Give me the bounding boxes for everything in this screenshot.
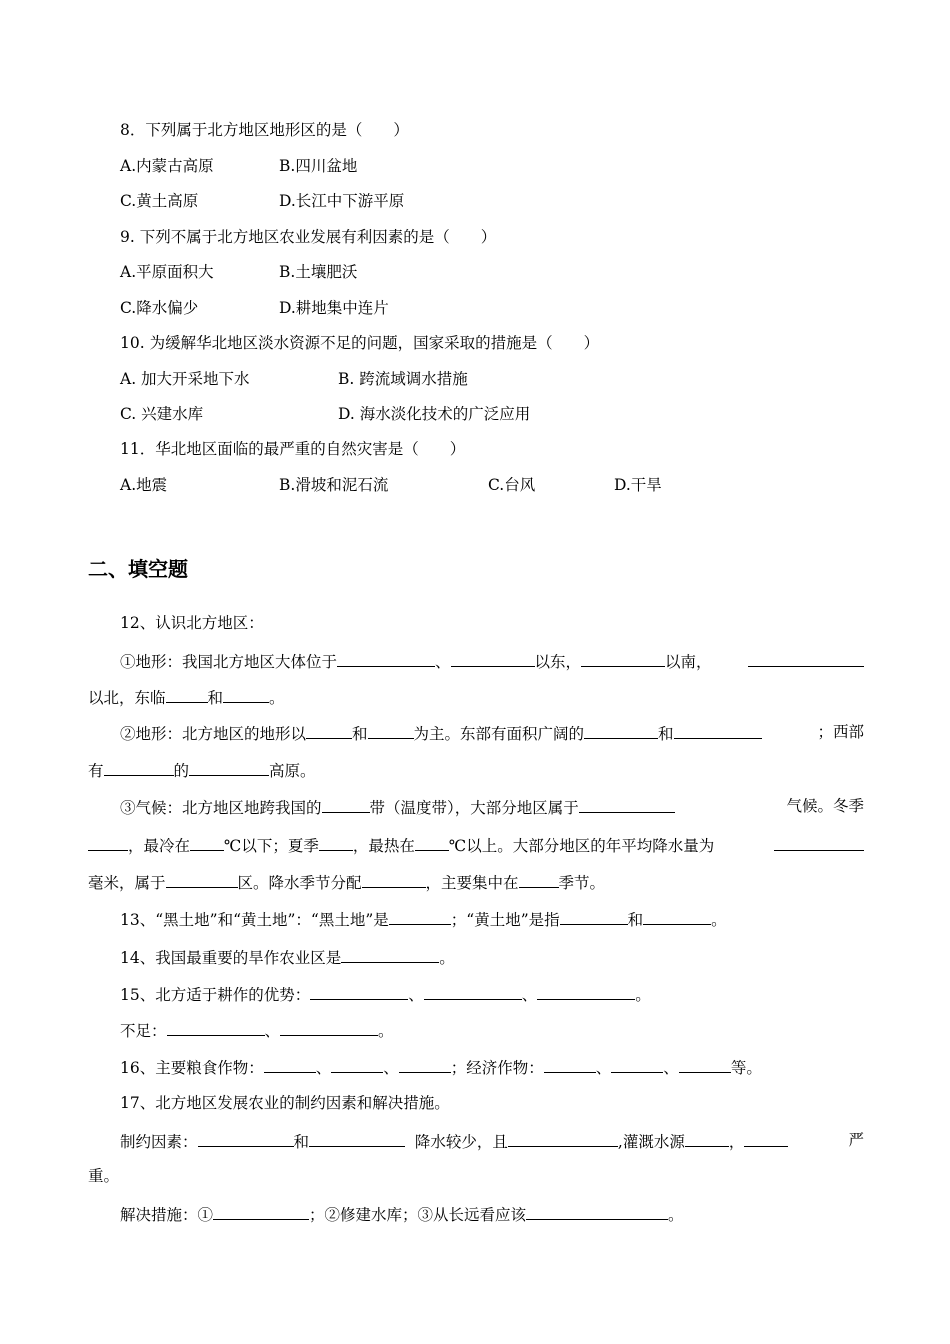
- q8-option-a: A.内蒙古高原: [120, 157, 214, 175]
- q17-solutions: 解决措施：① ；②修建水库；③从长远看应该 。: [120, 1203, 684, 1225]
- question-8-stem: 8．下列属于北方地区地形区的是（ ）: [120, 121, 409, 139]
- blank: [451, 650, 535, 667]
- blank: [337, 650, 435, 667]
- blank: [280, 1019, 378, 1036]
- question-15-advantages: 15、北方适于耕作的优势： 、 、 。: [120, 983, 651, 1005]
- q8-option-d: D.长江中下游平原: [279, 192, 405, 210]
- q12-part3-text2: ，最冷在 ℃以下；夏季 ，最热在 ℃以上。大部分地区的年平均降水量为: [88, 834, 714, 856]
- q12-part1-line2: 以北，东临 和 。: [88, 686, 285, 708]
- q17-constraints-tail: 严: [848, 1131, 864, 1149]
- question-9-stem: 9. 下列不属于北方地区农业发展有利因素的是（ ）: [120, 228, 497, 246]
- blank: [310, 983, 408, 1000]
- question-16: 16、主要粮食作物： 、 、 ；经济作物： 、 、 等。: [120, 1056, 762, 1078]
- question-10-stem: 10. 为缓解华北地区淡水资源不足的问题，国家采取的措施是（ ）: [120, 334, 600, 352]
- q8-option-c: C.黄土高原: [120, 192, 199, 210]
- blank: [560, 908, 628, 925]
- blank: [744, 1130, 788, 1147]
- blank: [166, 686, 208, 703]
- q17-constraints-text: 制约因素： 和 降水较少，且 ,灌溉水源 ，: [120, 1130, 788, 1152]
- q11-option-a: A.地震: [120, 476, 168, 494]
- q12-part2-line2: 有 的 高原。: [88, 759, 316, 781]
- blank: [198, 1130, 294, 1147]
- blank: [189, 759, 269, 776]
- blank: [537, 983, 635, 1000]
- q12-part3-line3: 毫米，属于 区。降水季节分配 ，主要集中在 季节。: [88, 871, 605, 893]
- blank: [167, 1019, 265, 1036]
- q12-part2-text: ②地形：北方地区的地形以 和 为主。东部有面积广阔的 和: [120, 722, 762, 744]
- question-12-title: 12、认识北方地区：: [120, 614, 264, 632]
- q9-option-a: A.平原面积大: [120, 263, 214, 281]
- blank: [331, 1056, 383, 1073]
- blank: [341, 946, 439, 963]
- blank: [584, 722, 658, 739]
- blank: [674, 722, 762, 739]
- question-13: 13、“黑土地”和“黄土地”：“黑土地”是 ；“黄土地”是指 和 。: [120, 908, 727, 930]
- blank: [362, 871, 426, 888]
- blank: [685, 1130, 729, 1147]
- blank: [519, 871, 559, 888]
- q17-constraints-line2: 重。: [88, 1167, 120, 1185]
- q9-option-c: C.降水偏少: [120, 299, 199, 317]
- blank: [213, 1203, 309, 1220]
- blank: [166, 871, 238, 888]
- q17-constraints-line1: [88, 1130, 864, 1152]
- q9-option-b: B.土壤肥沃: [279, 263, 358, 281]
- blank: [581, 650, 665, 667]
- blank: [389, 908, 451, 925]
- blank: [679, 1056, 731, 1073]
- blank: [309, 1130, 405, 1147]
- q11-option-d: D.干旱: [614, 476, 662, 494]
- blank: [223, 686, 269, 703]
- blank: [319, 834, 353, 851]
- question-11-stem: 11．华北地区面临的最严重的自然灾害是（ ）: [120, 440, 466, 458]
- q10-option-b: B. 跨流域调水措施: [338, 370, 468, 388]
- q12-part3-line1: [88, 796, 864, 818]
- question-15-shortcomings: 不足： 、 。: [120, 1019, 394, 1041]
- q12-part3-tail: 气候。冬季: [786, 797, 864, 815]
- blank: [508, 1130, 618, 1147]
- q11-option-c: C.台风: [488, 476, 536, 494]
- q12-part1-text: ①地形：我国北方地区大体位于 、 以东， 以南，: [120, 650, 712, 672]
- q12-part1-line1: [88, 650, 864, 672]
- blank: [526, 1203, 668, 1220]
- q12-part3-text: ③气候：北方地区地跨我国的 带（温度带），大部分地区属于: [120, 796, 675, 818]
- blank: [774, 834, 864, 851]
- blank: [322, 796, 370, 813]
- question-17-title: 17、北方地区发展农业的制约因素和解决措施。: [120, 1094, 450, 1112]
- blank: [368, 722, 414, 739]
- q10-option-c: C. 兴建水库: [120, 405, 204, 423]
- blank: [643, 908, 711, 925]
- blank: [415, 834, 449, 851]
- q10-option-d: D. 海水淡化技术的广泛应用: [338, 405, 531, 423]
- blank: [579, 796, 675, 813]
- q10-option-a: A. 加大开采地下水: [120, 370, 250, 388]
- q12-part3-line2: [88, 834, 864, 856]
- blank: [306, 722, 352, 739]
- blank: [544, 1056, 596, 1073]
- blank: [190, 834, 224, 851]
- blank: [748, 650, 864, 667]
- question-14: 14、我国最重要的旱作农业区是 。: [120, 946, 455, 968]
- blank: [88, 834, 128, 851]
- blank: [611, 1056, 663, 1073]
- q8-option-b: B.四川盆地: [279, 157, 358, 175]
- section-title: 二、填空题: [88, 557, 188, 581]
- blank: [104, 759, 174, 776]
- blank: [264, 1056, 316, 1073]
- q12-part2-line1: [88, 722, 864, 744]
- blank: [399, 1056, 451, 1073]
- blank: [424, 983, 522, 1000]
- q9-option-d: D.耕地集中连片: [279, 299, 389, 317]
- q11-option-b: B.滑坡和泥石流: [279, 476, 389, 494]
- q12-part2-tail: ；西部: [817, 723, 864, 741]
